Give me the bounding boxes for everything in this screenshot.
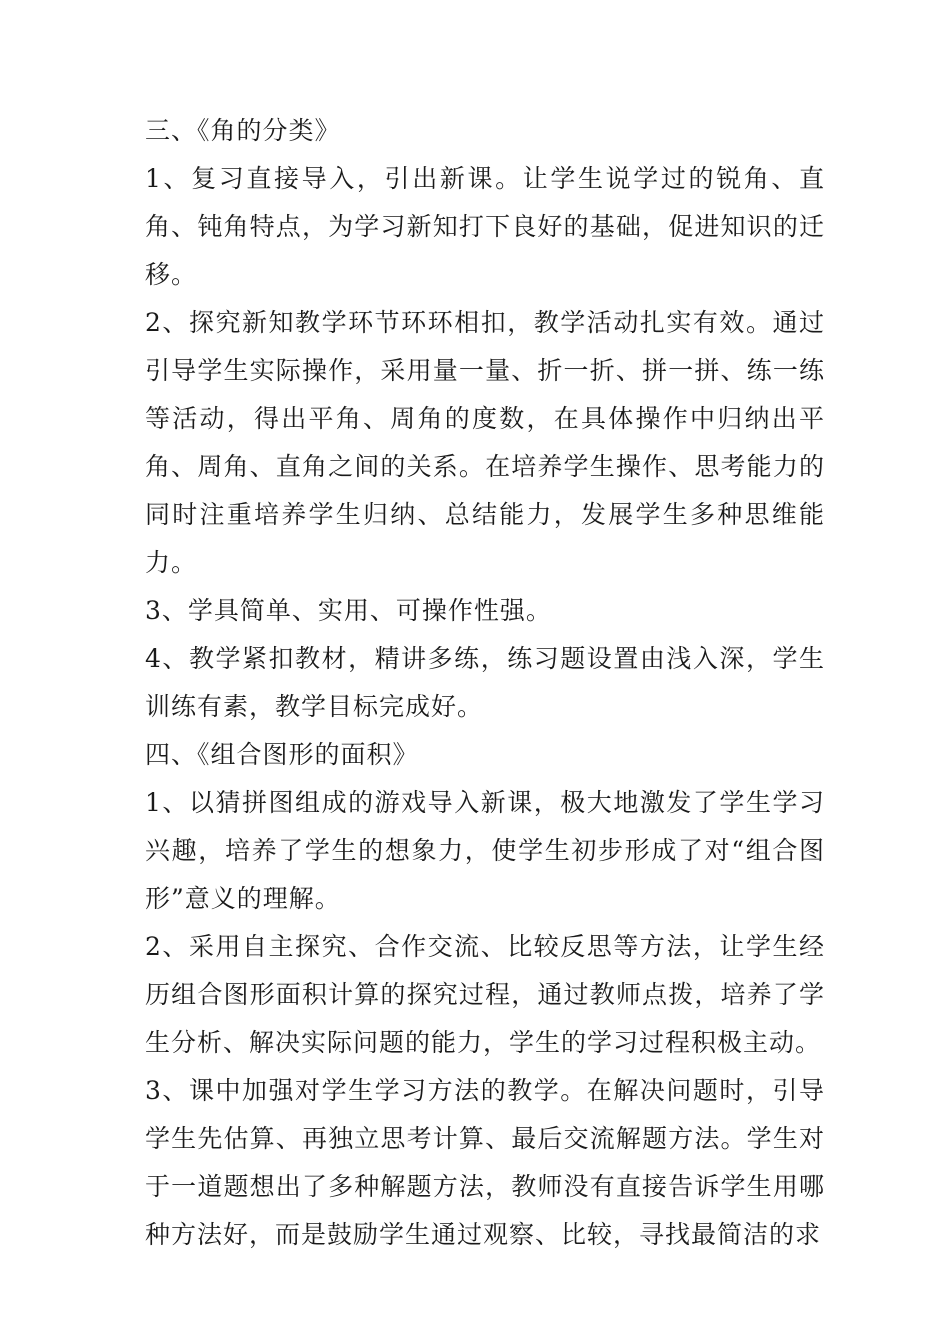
document-body	[145, 107, 825, 1259]
paragraph: 2、探究新知教学环节环环相扣，教学活动扎实有效。通过引导学生实际操作，采用量一量、折一折、拼一拼、练一练等活动，得出平角、周角的度数，在具体操作中归纳出平角、周角、直角之间的关系。在培养学生操作、思考能力的同时注重培养学生归纳、总结能力，发展学生多种思维能力。	[145, 308, 825, 577]
section-heading-angle-classification: 三、《角的分类》	[145, 116, 341, 145]
paragraph: 1、复习直接导入，引出新课。让学生说学过的锐角、直角、钝角特点，为学习新知打下良好的基础，促进知识的迁移。	[145, 164, 825, 289]
paragraph: 3、课中加强对学生学习方法的教学。在解决问题时，引导学生先估算、再独立思考计算、最后交流解题方法。学生对于一道题想出了多种解题方法，教师没有直接告诉学生用哪种方法好，而是鼓励学生通过观察、比较，寻找最简洁的求	[145, 1076, 825, 1249]
paragraph: 2、采用自主探究、合作交流、比较反思等方法，让学生经历组合图形面积计算的探究过程，通过教师点拨，培养了学生分析、解决实际问题的能力，学生的学习过程积极主动。	[145, 932, 825, 1057]
section-heading-composite-area: 四、《组合图形的面积》	[145, 740, 419, 769]
paragraph: 1、以猜拼图组成的游戏导入新课，极大地激发了学生学习兴趣，培养了学生的想象力，使学生初步形成了对“组合图形”意义的理解。	[145, 788, 825, 913]
paragraph: 4、教学紧扣教材，精讲多练，练习题设置由浅入深，学生训练有素，教学目标完成好。	[145, 644, 825, 721]
paragraph: 3、学具简单、实用、可操作性强。	[145, 596, 552, 625]
